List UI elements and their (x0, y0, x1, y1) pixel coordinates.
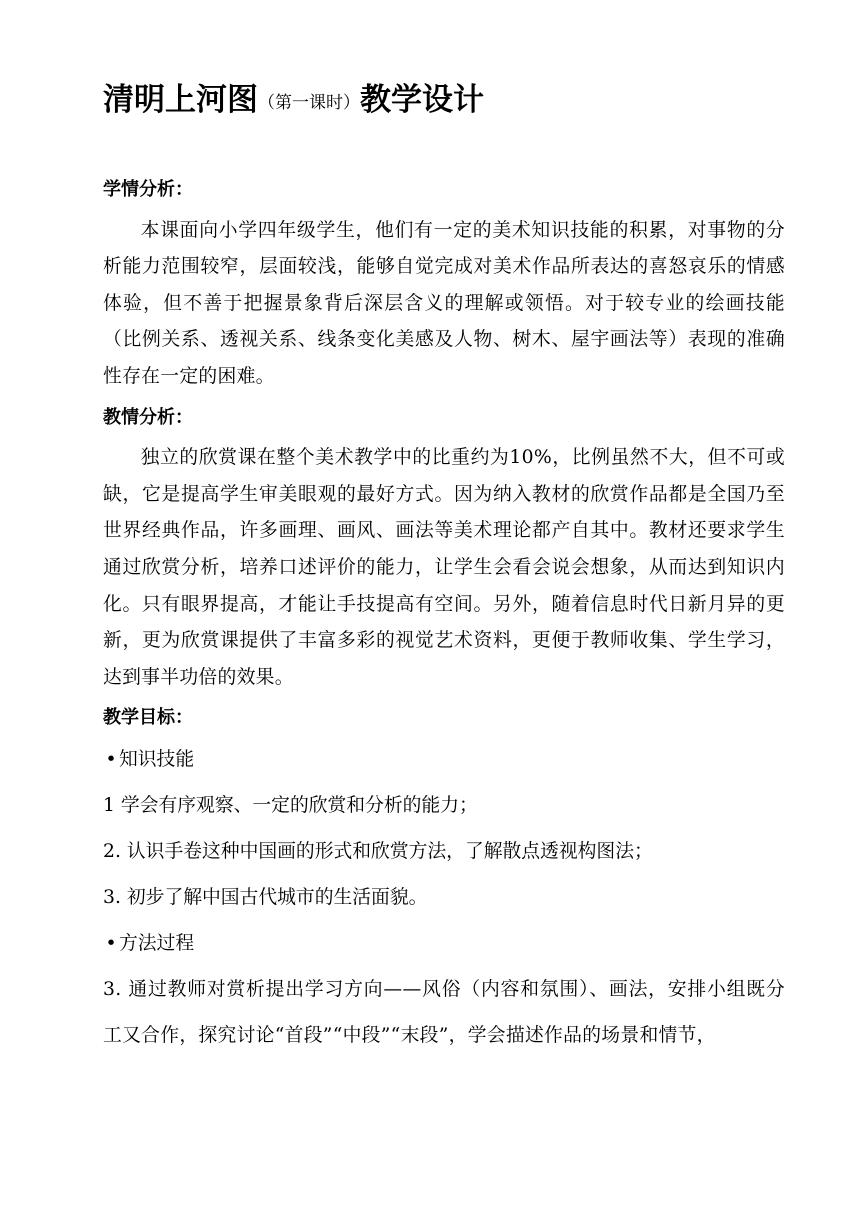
title-subtitle: （第一课时） (258, 93, 360, 113)
bullet-knowledge-label: 知识技能 (119, 748, 195, 770)
goal-item-2: 2. 认识手卷这种中国画的形式和欣赏方法，了解散点透视构图法； (103, 840, 653, 862)
section-heading-teaching-goals: 教学目标： (103, 707, 193, 729)
goal-item-1: 1 学会有序观察、一定的欣赏和分析的能力； (103, 794, 478, 816)
paragraph-method-process: 3. 通过教师对赏析提出学习方向——风俗（内容和氛围）、画法，安排小组既分工又合作，探究讨论“首段”“中段”“末段”，学会描述作品的场景和情节， (103, 978, 785, 1046)
bullet-dot-icon: • (105, 932, 117, 954)
bullet-method-process (103, 921, 785, 967)
goal-item-3: 3. 初步了解中国古代城市的生活面貌。 (103, 886, 428, 908)
title-main-part-2: 教学设计 (360, 82, 484, 118)
document-title (103, 78, 484, 125)
bullet-dot-icon: • (105, 748, 117, 770)
bullet-knowledge-skills (103, 737, 785, 783)
paragraph-learning-analysis: 本课面向小学四年级学生，他们有一定的美术知识技能的积累，对事物的分析能力范围较窄，层面较浅，能够自觉完成对美术作品所表达的喜怒哀乐的情感体验，但不善于把握景象背后深层含义的理解或领悟。对于较专业的绘画技能（比例关系、透视关系、线条变化美感及人物、树木、屋宇画法等）表现的准确性存在一定的困难。 (103, 219, 785, 387)
section-heading-learning-analysis: 学情分析： (103, 179, 193, 200)
title-main-part-1: 清明上河图 (103, 82, 258, 118)
bullet-method-label: 方法过程 (119, 932, 195, 954)
paragraph-teaching-analysis: 独立的欣赏课在整个美术教学中的比重约为10%，比例虽然不大，但不可或缺，它是提高学生审美眼观的最好方式。因为纳入教材的欣赏作品都是全国乃至世界经典作品，许多画理、画风、画法等美术理论都产自其中。教材还要求学生通过欣赏分析，培养口述评价的能力，让学生会看会说会想象，从而达到知识内化。只有眼界提高，才能让手技提高有空间。另外，随着信息时代日新月异的更新，更为欣赏课提供了丰富多彩的视觉艺术资料，更便于教师收集、学生学习，达到事半功倍的效果。 (103, 447, 785, 688)
section-heading-teaching-analysis: 教情分析： (103, 406, 193, 428)
document-body (103, 172, 785, 1059)
